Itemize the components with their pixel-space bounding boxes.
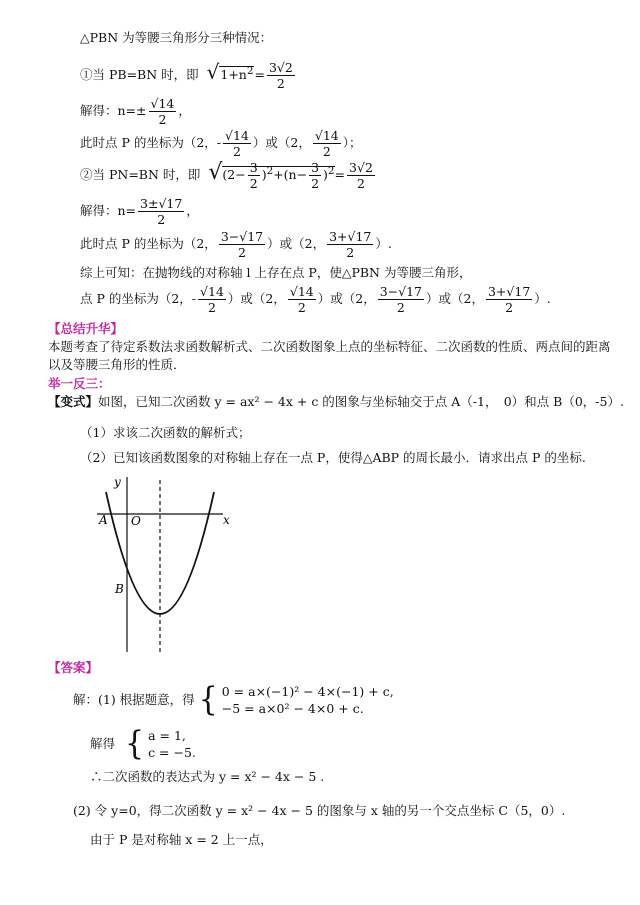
- solve2-line: 解得：n= $\frac{3\pm√17}{2}$ ，: [80, 196, 199, 227]
- case1-equation: $√1+n^2=$ $\frac{3√2}{2}$: [206, 60, 293, 91]
- summary-title: 【总结升华】: [48, 321, 124, 336]
- summary-text: 本题考查了待定系数法求函数解析式、二次函数图象上点的坐标特征、二次函数的性质、两点间的距离以及等腰三角形的性质．: [48, 339, 611, 372]
- intro-line: △PBN 为等腰三角形分三种情况：: [80, 30, 273, 45]
- question-1: （1）求该二次函数的解析式；: [80, 425, 251, 440]
- variant-text: 如图，已知二次函数 y = ax² − 4x + c 的图象与坐标轴交于点 A（-1， 0）和点 B（0，-5）.: [98, 394, 624, 409]
- point2-line: 此时点 P 的坐标为（2， $\frac{3-√17}{2}$ ）或（2， $\frac{3+√17}{2}$ ）.: [80, 229, 392, 260]
- origin-label: O: [131, 514, 141, 528]
- solve1-line: 解得：n=± $\frac{√14}{2}$ ，: [80, 96, 191, 127]
- case2-equation: √(2− $\frac{3}{2}$ )$^2$+(n− $\frac{3}{2}$ )$^2$= $\frac{3√2}{2}$: [208, 160, 373, 191]
- answer1-solution: 解得 { a = 1, c = −5.: [90, 724, 196, 763]
- conclusion-line: 综上可知：在抛物线的对称轴 l 上存在点 P，使△PBN 为等腰三角形，: [80, 265, 472, 280]
- case2-label: ②当 PN=BN 时，即: [80, 167, 201, 182]
- point-b-label: B: [115, 582, 124, 596]
- answer1-final: ∴二次函数的表达式为 y = x² − 4x − 5 .: [90, 769, 325, 784]
- case1-line: [80, 60, 297, 94]
- answer1-system: 解：(1) 根据题意，得 { 0 = a×(−1)² − 4×(−1) + c, −5 = a×0² − 4×0 + c.: [73, 680, 394, 719]
- answer-title: 【答案】: [48, 660, 99, 675]
- case2-line: [80, 160, 377, 198]
- answer2-more: 由于 P 是对称轴 x = 2 上一点，: [90, 832, 273, 847]
- question-2: （2）已知该函数图象的对称轴上存在一点 P，使得△ABP 的周长最小．请求出点 P 的坐标.: [80, 450, 586, 465]
- practice-title: 举一反三：: [48, 376, 111, 391]
- variant-line: [48, 394, 624, 410]
- parabola-graph: [95, 472, 240, 657]
- points-all-line: 点 P 的坐标为（2，- $\frac{√14}{2}$ ）或（2， $\frac{√14}{2}$ ）或（2， $\frac{3-√17}{2}$ ）或（2， $\frac{3+√17}{2}$ ）.: [80, 284, 551, 315]
- variant-label: 【变式】: [48, 394, 99, 409]
- point-a-label: A: [99, 513, 108, 527]
- answer2-text: (2) 令 y=0，得二次函数 y = x² − 4x − 5 的图象与 x 轴的另一个交点坐标 C（5，0）.: [73, 803, 566, 818]
- point1-line: 此时点 P 的坐标为（2，- $\frac{√14}{2}$ ）或（2， $\frac{√14}{2}$ ）；: [80, 128, 362, 159]
- x-label: x: [223, 513, 230, 527]
- case1-label: ①当 PB=BN 时，即: [80, 67, 199, 82]
- y-label: y: [114, 475, 121, 489]
